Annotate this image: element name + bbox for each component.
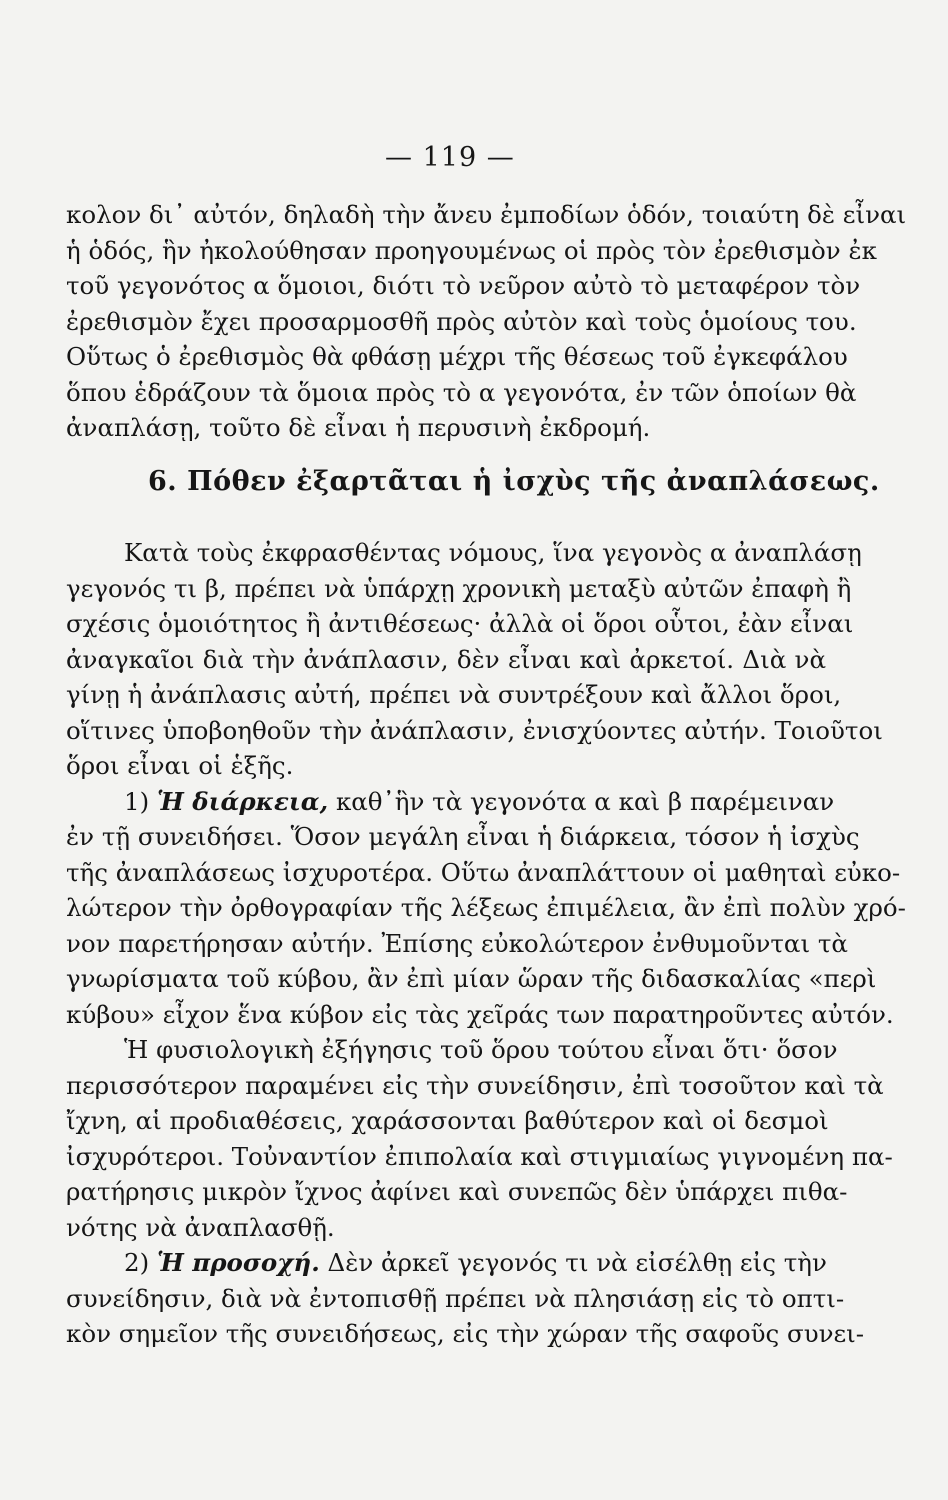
text-line: νότης νὰ ἀναπλασθῇ.	[66, 1212, 335, 1242]
text-line: γεγονός τι β, πρέπει νὰ ὑπάρχῃ χρονικὴ μεταξὺ αὐτῶν ἐπαφὴ ἢ	[66, 573, 852, 603]
point-1-number: 1)	[124, 786, 150, 816]
point-2-first-line	[66, 1245, 826, 1281]
page-number: — 119 —	[385, 142, 515, 173]
text-line: γίνῃ ἡ ἀνάπλασις αὐτή, πρέπει νὰ συντρέξουν καὶ ἄλλοι ὅροι,	[66, 680, 842, 709]
text-line: ἡ ὁδός, ἣν ἠκολούθησαν προηγουμένως οἱ πρὸς τὸν ἐρεθισμὸν ἐκ	[66, 235, 877, 265]
text-line: σχέσις ὁμοιότητος ἢ ἀντιθέσεως· ἀλλὰ οἱ ὅροι οὗτοι, ἐὰν εἶναι	[66, 609, 854, 638]
text-line: οἵτινες ὑποβοηθοῦν τὴν ἀνάπλασιν, ἐνισχύοντες αὐτήν. Τοιοῦτοι	[66, 715, 883, 745]
point-1-text: καθ᾽ἣν τὰ γεγονότα α καὶ β παρέμειναν	[335, 786, 835, 816]
text-line: Οὕτως ὁ ἐρεθισμὸς θὰ φθάσῃ μέχρι τῆς θέσεως τοῦ ἐγκεφάλου	[66, 342, 848, 371]
text-line: ἴχνη, αἱ προδιαθέσεις, χαράσσονται βαθύτερον καὶ οἱ δεσμοὶ	[66, 1106, 829, 1135]
text-line: περισσότερον παραμένει εἰς τὴν συνείδησιν, ἐπὶ τοσοῦτον καὶ τὰ	[66, 1070, 884, 1100]
text-line: Ἡ φυσιολογικὴ ἐξήγησις τοῦ ὅρου τούτου εἶναι ὅτι· ὅσον	[124, 1035, 838, 1064]
text-line: κὸν σημεῖον τῆς συνειδήσεως, εἰς τὴν χώραν τῆς σαφοῦς συνει-	[66, 1319, 865, 1348]
point-1-first-line	[66, 784, 835, 820]
text-line: Κατὰ τοὺς ἐκφρασθέντας νόμους, ἵνα γεγονὸς α ἀναπλάσῃ	[124, 538, 862, 567]
text-line: ρατήρησις μικρὸν ἴχνος ἀφίνει καὶ συνεπῶς δὲν ὑπάρχει πιθα-	[66, 1177, 848, 1206]
text-line: ἐρεθισμὸν ἔχει προσαρμοσθῆ πρὸς αὐτὸν καὶ τοὺς ὁμοίους του.	[66, 306, 857, 336]
text-line: ἀναγκαῖοι διὰ τὴν ἀνάπλασιν, δὲν εἶναι καὶ ἀρκετοί. Διὰ νὰ	[66, 644, 826, 674]
text-line: ἀναπλάσῃ, τοῦτο δὲ εἶναι ἡ περυσινὴ ἐκδρομή.	[66, 413, 651, 442]
text-line: ὅροι εἶναι οἱ ἑξῆς.	[66, 751, 294, 780]
text-line: ἰσχυρότεροι. Τοὐναντίον ἐπιπολαία καὶ στιγμιαίως γιγνομένη πα-	[66, 1141, 893, 1171]
point-2-number: 2)	[124, 1248, 150, 1277]
section-body	[66, 535, 906, 1352]
text-line: νον παρετήρησαν αὐτήν. Ἐπίσης εὐκολώτερον ἐνθυμοῦνται τὰ	[66, 928, 848, 958]
text-line: λώτερον τὴν ὀρθογραφίαν τῆς λέξεως ἐπιμέλεια, ἂν ἐπὶ πολὺν χρό-	[66, 893, 906, 922]
paragraph-continuation	[66, 197, 907, 446]
text-line: συνείδησιν, διὰ νὰ ἐντοπισθῇ πρέπει νὰ πλησιάσῃ εἰς τὸ οπτι-	[66, 1283, 845, 1313]
text-line: τοῦ γεγονότος α ὅμοιοι, διότι τὸ νεῦρον αὐτὸ τὸ μεταφέρον τὸν	[66, 271, 861, 300]
text-line: γνωρίσματα τοῦ κύβου, ἂν ἐπὶ μίαν ὥραν τῆς διδασκαλίας «περὶ	[66, 964, 877, 993]
point-1-term: Ἡ διάρκεια,	[156, 786, 329, 816]
text-line: ὅπου ἑδράζουν τὰ ὅμοια πρὸς τὸ α γεγονότα, ἐν τῶν ὁποίων θὰ	[66, 377, 857, 407]
text-line: κολον δι᾽ αὐτόν, δηλαδὴ τὴν ἄνευ ἐμποδίων ὁδόν, τοιαύτη δὲ εἶναι	[66, 200, 907, 229]
text-line: ἐν τῇ συνειδήσει. Ὅσον μεγάλη εἶναι ἡ διάρκεια, τόσον ἡ ἰσχὺς	[66, 822, 860, 851]
section-heading: 6. Πόθεν ἐξαρτᾶται ἡ ἰσχὺς τῆς ἀναπλάσεως.	[148, 466, 880, 497]
point-2-term: Ἡ προσοχή.	[156, 1248, 320, 1277]
point-2-text: Δὲν ἀρκεῖ γεγονός τι νὰ εἰσέλθῃ εἰς τὴν	[327, 1248, 827, 1277]
text-line: τῆς ἀναπλάσεως ἰσχυροτέρα. Οὕτω ἀναπλάττουν οἱ μαθηταὶ εὐκο-	[66, 857, 901, 887]
text-line: κύβου» εἶχον ἕνα κύβον εἰς τὰς χεῖράς των παρατηροῦντες αὐτόν.	[66, 999, 894, 1029]
